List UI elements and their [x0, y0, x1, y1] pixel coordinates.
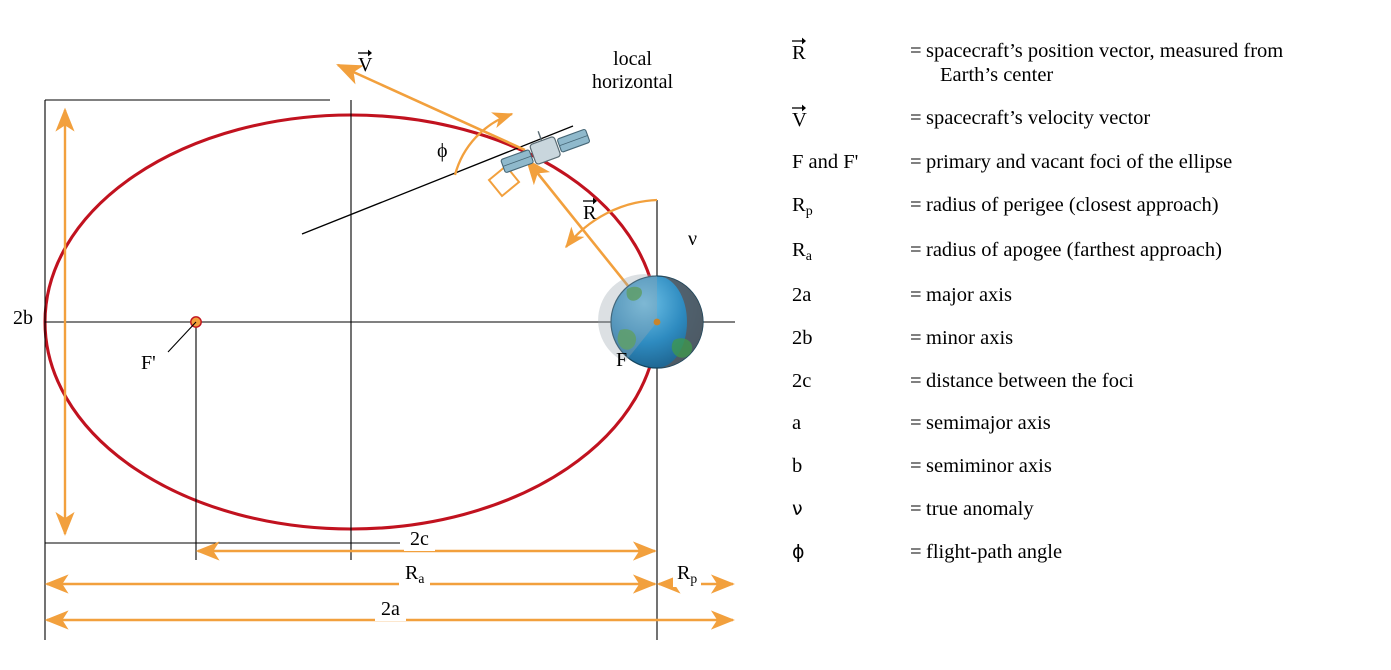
legend-equals: = [910, 239, 922, 262]
focal-distance-label: 2c [404, 528, 435, 551]
legend-item-semiminor-axis [792, 455, 1382, 479]
legend-symbol-major-axis: 2a [792, 284, 812, 307]
legend-definition: flight-path angle [926, 540, 1063, 563]
true-anomaly-label: ν [688, 228, 698, 250]
legend-definition [926, 40, 1382, 88]
legend-definition: true anomaly [926, 497, 1034, 520]
legend-symbol-subscript: p [805, 203, 813, 219]
legend-item-focal-distance [792, 370, 1382, 394]
legend-equals: = [910, 540, 922, 563]
velocity-vector-glyph: V [358, 54, 373, 76]
primary-focus-label: F [616, 349, 628, 371]
legend-symbol-perigee-radius [792, 194, 910, 220]
legend-equals: = [910, 412, 922, 435]
legend-definition: distance between the foci [926, 369, 1134, 392]
perigee-radius-symbol: R [677, 562, 691, 584]
position-vector-label [583, 200, 596, 225]
minor-axis-label: 2b [13, 307, 33, 329]
legend-symbol-semimajor-axis: a [792, 412, 802, 435]
legend-symbol-text: R [792, 239, 806, 262]
local-horizontal-label [592, 48, 673, 94]
legend-item-true-anomaly [792, 498, 1382, 522]
legend-equals: = [910, 369, 922, 392]
local-horizontal-line2: horizontal [592, 71, 674, 93]
vector-arrow-icon [583, 196, 598, 205]
legend-symbol-foci: F and F' [792, 151, 859, 174]
legend-item-foci [792, 151, 1382, 175]
legend-equals: = [910, 455, 922, 478]
legend-definition-line2: Earth’s center [940, 63, 1054, 86]
vector-arrow-icon [792, 103, 807, 112]
legend-item-minor-axis [792, 327, 1382, 351]
legend-equals: = [910, 151, 922, 174]
legend-definition: primary and vacant foci of the ellipse [926, 151, 1233, 174]
legend-definition: radius of perigee (closest approach) [926, 194, 1219, 217]
legend-definition: semiminor axis [926, 455, 1052, 478]
legend-definition: semimajor axis [926, 412, 1051, 435]
legend-equals: = [910, 40, 922, 62]
legend-symbol-true-anomaly: ν [792, 497, 803, 520]
legend-symbol-text: V [792, 108, 807, 131]
legend-definition: radius of apogee (farthest approach) [926, 239, 1222, 262]
position-vector-glyph: R [583, 202, 597, 224]
legend-definition: major axis [926, 284, 1012, 307]
legend-equals: = [910, 497, 922, 520]
legend-symbol-subscript: a [805, 249, 812, 264]
legend-equals: = [910, 284, 922, 307]
legend-symbol-apogee-radius [792, 239, 910, 265]
legend-equals: = [910, 194, 922, 217]
major-axis-label: 2a [375, 598, 406, 621]
legend-symbol-semiminor-axis: b [792, 455, 803, 478]
perigee-radius-subscript: p [690, 570, 698, 586]
legend-symbol-focal-distance: 2c [792, 369, 812, 392]
vector-arrow-icon [792, 36, 807, 45]
legend-equals: = [910, 326, 922, 349]
legend-definition: minor axis [926, 326, 1014, 349]
legend-item-semimajor-axis [792, 412, 1382, 436]
legend-item-velocity-vector [792, 107, 1382, 133]
legend-item-perigee-radius [792, 194, 1382, 220]
true-anomaly-arc [566, 200, 657, 247]
legend-symbol-text: R [792, 194, 806, 217]
legend-item-position-vector [792, 40, 1382, 88]
legend-symbol-minor-axis: 2b [792, 326, 813, 349]
apogee-radius-label [399, 562, 430, 587]
legend-symbol-velocity-vector [792, 107, 910, 133]
legend-definition: spacecraft’s velocity vector [926, 106, 1151, 129]
earth-icon [598, 274, 703, 368]
vacant-focus-label: F' [141, 352, 156, 374]
legend-item-flight-path-angle [792, 541, 1382, 565]
flight-path-angle-label: ϕ [437, 140, 448, 162]
apogee-radius-symbol: R [405, 562, 419, 584]
velocity-vector-label [358, 52, 372, 77]
legend-item-major-axis [792, 284, 1382, 308]
local-horizontal-line1: local [613, 48, 652, 70]
legend-symbol-text: R [792, 42, 806, 64]
legend [792, 40, 1382, 650]
legend-symbol-flight-path-angle: ϕ [792, 540, 805, 563]
legend-definition-line1: spacecraft’s position vector, measured from [926, 40, 1284, 62]
vector-arrow-icon [358, 48, 373, 57]
legend-item-apogee-radius [792, 239, 1382, 265]
legend-symbol-position-vector [792, 40, 910, 66]
apogee-radius-subscript: a [418, 570, 425, 586]
perigee-radius-label [673, 562, 701, 587]
velocity-vector [338, 65, 525, 150]
legend-equals: = [910, 106, 922, 129]
